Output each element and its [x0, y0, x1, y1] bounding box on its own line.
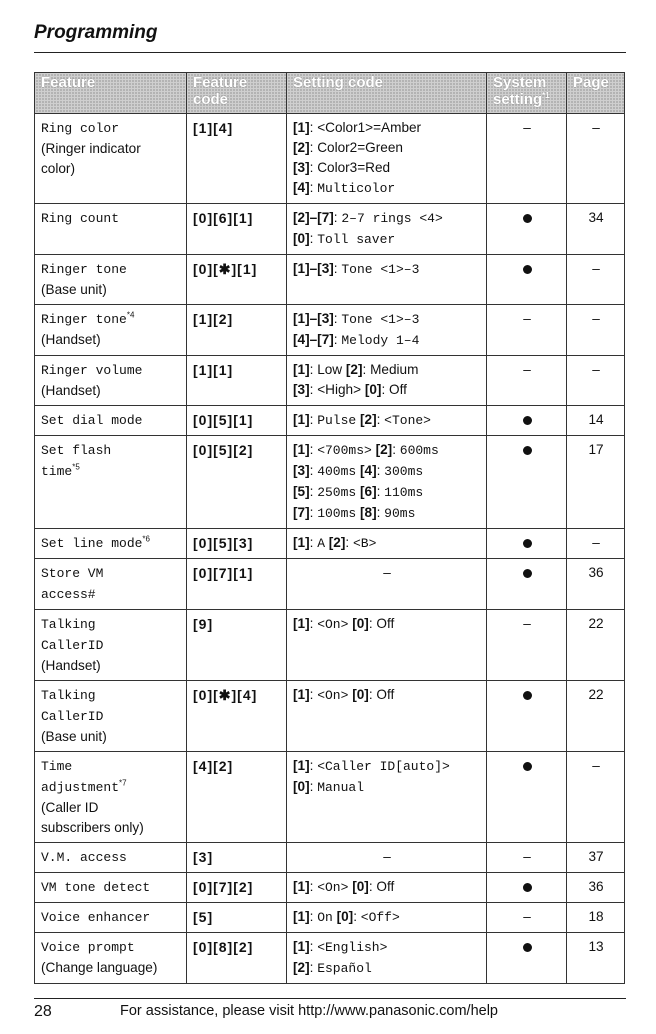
setting-value: <On>	[317, 880, 349, 895]
header-page: Page	[567, 73, 625, 114]
setting-value: 90ms	[384, 506, 416, 521]
feature-code-cell	[187, 114, 287, 204]
feature-text: Voice enhancer	[41, 910, 151, 925]
feature-text: CallerID	[41, 638, 104, 653]
setting-key: [2]	[328, 535, 346, 550]
feature-code-cell	[187, 873, 287, 903]
setting-value: <On>	[317, 617, 349, 632]
feature-text: Set flash	[41, 443, 112, 458]
setting-key: [0]	[352, 879, 369, 894]
setting-key: [2]	[345, 362, 363, 377]
setting-value: Color3=Red	[317, 160, 391, 175]
setting-value: 100ms	[317, 506, 357, 521]
feature-code: [0][7][1]	[193, 565, 254, 581]
feature-text: adjustment	[41, 780, 120, 795]
header-feature: Feature	[35, 73, 187, 114]
feature-code: [0][8][2]	[193, 939, 254, 955]
feature-text: Set dial mode	[41, 413, 143, 428]
system-setting-value: –	[523, 120, 531, 135]
setting-key: [1]	[293, 412, 310, 427]
page-ref: –	[592, 362, 600, 377]
feature-code-cell	[187, 436, 287, 529]
setting-value: <B>	[352, 536, 377, 551]
setting-value: Low	[317, 362, 343, 377]
feature-text: (Base unit)	[41, 729, 107, 744]
setting-value: Español	[317, 961, 372, 976]
feature-text: Talking	[41, 688, 96, 703]
footer-assistance-text: For assistance, please visit http://www.panasonic.com/help	[120, 1003, 498, 1019]
system-setting-value: –	[523, 616, 531, 631]
setting-key: [1]–[3]	[293, 261, 334, 276]
setting-value: 110ms	[384, 485, 424, 500]
feature-code: [0][7][2]	[193, 879, 254, 895]
system-setting-dot-icon	[523, 214, 532, 223]
setting-key: [1]	[293, 909, 310, 924]
system-setting-dot-icon	[523, 943, 532, 952]
page-ref-cell	[567, 752, 625, 843]
setting-value: <On>	[317, 688, 349, 703]
setting-key: [7]	[293, 505, 310, 520]
feature-code: [9]	[193, 616, 214, 632]
page-ref-cell	[567, 255, 625, 305]
setting-key: [4]	[293, 180, 310, 195]
page-title: Programming	[34, 22, 158, 43]
feature-cell	[35, 933, 187, 984]
feature-cell	[35, 436, 187, 529]
table-row	[35, 559, 625, 610]
setting-key: [3]	[293, 463, 310, 478]
feature-cell	[35, 114, 187, 204]
system-setting-cell	[487, 681, 567, 752]
table-row	[35, 204, 625, 255]
feature-cell	[35, 873, 187, 903]
page-ref: –	[592, 120, 600, 135]
table-row	[35, 933, 625, 984]
setting-key: [0]	[293, 779, 310, 794]
page-ref-cell	[567, 436, 625, 529]
setting-key: [8]	[359, 505, 377, 520]
system-setting-value: –	[523, 311, 531, 326]
system-setting-cell	[487, 114, 567, 204]
feature-code-cell	[187, 752, 287, 843]
system-setting-cell	[487, 873, 567, 903]
page-ref: 18	[588, 909, 604, 924]
setting-value: 400ms	[317, 464, 357, 479]
feature-text: (Handset)	[41, 383, 101, 398]
feature-text: access#	[41, 587, 96, 602]
feature-text: (Caller ID	[41, 800, 99, 815]
feature-text: VM tone detect	[41, 880, 151, 895]
table-row	[35, 114, 625, 204]
system-setting-cell	[487, 406, 567, 436]
feature-code-cell	[187, 681, 287, 752]
system-setting-dot-icon	[523, 569, 532, 578]
setting-key: [1]–[3]	[293, 311, 334, 326]
page-ref: 22	[588, 616, 604, 631]
setting-value: On	[317, 910, 333, 925]
feature-code: [0][6][1]	[193, 210, 254, 226]
feature-code-cell	[187, 204, 287, 255]
setting-code-cell: [1]: A [2]: <B>	[287, 529, 487, 559]
feature-code: [0][✱][1]	[193, 261, 258, 277]
page-ref-cell	[567, 903, 625, 933]
page-ref: 17	[588, 442, 604, 457]
setting-key: [1]	[293, 362, 310, 377]
setting-value: Medium	[370, 362, 419, 377]
table-row	[35, 752, 625, 843]
page-ref-cell	[567, 681, 625, 752]
system-setting-dot-icon	[523, 446, 532, 455]
page-ref: 22	[588, 687, 604, 702]
feature-text: Time	[41, 759, 73, 774]
feature-code-cell	[187, 356, 287, 406]
feature-code-cell	[187, 933, 287, 984]
setting-value: Toll saver	[317, 232, 396, 247]
page-ref-cell	[567, 204, 625, 255]
table-row	[35, 873, 625, 903]
setting-value: <High>	[317, 382, 362, 397]
setting-value: Color2=Green	[317, 140, 403, 155]
page-ref: 36	[588, 879, 604, 894]
feature-text: (Ringer indicator	[41, 141, 141, 156]
page-ref: 36	[588, 565, 604, 580]
page-ref-cell	[567, 114, 625, 204]
system-setting-cell	[487, 255, 567, 305]
page-ref-cell	[567, 305, 625, 356]
setting-key: [1]	[293, 879, 310, 894]
system-setting-cell	[487, 933, 567, 984]
table-row	[35, 529, 625, 559]
system-setting-dot-icon	[523, 265, 532, 274]
system-setting-dot-icon	[523, 762, 532, 771]
setting-code-cell: [1]: <700ms> [2]: 600ms [3]: 400ms [4]: 300ms [5]: 250ms [6]: 110ms [7]: 100ms [8]: 90ms	[287, 436, 487, 529]
feature-code-cell	[187, 255, 287, 305]
feature-text: (Handset)	[41, 332, 101, 347]
footer-divider	[34, 998, 626, 999]
setting-key: [3]	[293, 160, 310, 175]
setting-value: Off	[376, 687, 395, 702]
setting-key: [5]	[293, 484, 310, 499]
feature-text: subscribers only)	[41, 820, 144, 835]
table-row	[35, 610, 625, 681]
footnote-mark: *4	[126, 310, 135, 320]
feature-text: color)	[41, 161, 75, 176]
header-system-setting: System setting$^{*1}$	[487, 73, 567, 114]
setting-code-cell: [1]: <On> [0]: Off	[287, 681, 487, 752]
system-setting-cell	[487, 559, 567, 610]
setting-code-cell: [1]: On [0]: <Off>	[287, 903, 487, 933]
system-setting-value: –	[523, 362, 531, 377]
footnote-mark: *6	[142, 534, 150, 544]
feature-cell	[35, 752, 187, 843]
table-header-row	[35, 73, 625, 114]
setting-value: <Tone>	[384, 413, 431, 428]
page-ref-cell	[567, 356, 625, 406]
setting-key: [0]	[352, 687, 369, 702]
page-ref: –	[592, 261, 600, 276]
feature-code-cell	[187, 529, 287, 559]
system-setting-cell	[487, 752, 567, 843]
setting-key: [1]	[293, 535, 310, 550]
setting-value: 600ms	[399, 443, 439, 458]
system-setting-value: –	[523, 909, 531, 924]
setting-key: [4]–[7]	[293, 332, 334, 347]
footnote-mark: *7	[119, 778, 127, 788]
feature-cell	[35, 255, 187, 305]
setting-code-cell	[287, 559, 487, 610]
setting-key: [0]	[336, 909, 354, 924]
setting-value: Manual	[317, 780, 364, 795]
setting-code-cell: [1]: <On> [0]: Off	[287, 873, 487, 903]
feature-text: Ringer tone	[41, 312, 127, 327]
setting-value: Off	[376, 879, 395, 894]
system-setting-cell	[487, 204, 567, 255]
setting-key: [4]	[359, 463, 377, 478]
setting-code-cell: [1]: <Caller ID[auto]> [0]: Manual	[287, 752, 487, 843]
feature-text: Ring color	[41, 121, 120, 136]
system-setting-cell	[487, 610, 567, 681]
feature-cell	[35, 204, 187, 255]
feature-text: V.M. access	[41, 850, 127, 865]
setting-key: [3]	[293, 382, 310, 397]
feature-code: [4][2]	[193, 758, 234, 774]
setting-key: [2]	[293, 140, 310, 155]
setting-none: –	[383, 849, 391, 864]
feature-text: CallerID	[41, 709, 104, 724]
feature-code: [0][5][2]	[193, 442, 254, 458]
system-setting-dot-icon	[523, 539, 532, 548]
setting-value: Tone <1>–3	[341, 262, 420, 277]
setting-key: [0]	[293, 231, 310, 246]
feature-code-cell	[187, 406, 287, 436]
feature-code: [0][5][1]	[193, 412, 254, 428]
table-row	[35, 406, 625, 436]
feature-cell	[35, 843, 187, 873]
header-setting-code: Setting code	[287, 73, 487, 114]
setting-key: [0]	[352, 616, 369, 631]
setting-code-cell: [1]: <Color1>=Amber [2]: Color2=Green [3]: Color3=Red [4]: Multicolor	[287, 114, 487, 204]
feature-text: (Handset)	[41, 658, 101, 673]
setting-code-cell: [1]–[3]: Tone <1>–3	[287, 255, 487, 305]
feature-text: Ringer tone	[41, 262, 127, 277]
feature-cell	[35, 529, 187, 559]
feature-code: [1][1]	[193, 362, 234, 378]
page-ref: –	[592, 758, 600, 773]
system-setting-dot-icon	[523, 883, 532, 892]
feature-code: [1][2]	[193, 311, 234, 327]
page-ref-cell	[567, 406, 625, 436]
system-setting-value: –	[523, 849, 531, 864]
feature-text: (Change language)	[41, 960, 158, 975]
setting-code-cell: [1]: <English> [2]: Español	[287, 933, 487, 984]
feature-text: Store VM	[41, 566, 104, 581]
feature-code: [3]	[193, 849, 214, 865]
feature-cell	[35, 681, 187, 752]
page-ref-cell	[567, 529, 625, 559]
setting-key: [1]	[293, 758, 310, 773]
setting-key: [1]	[293, 939, 310, 954]
setting-value: <Caller ID[auto]>	[317, 759, 450, 774]
system-setting-dot-icon	[523, 691, 532, 700]
setting-value: <700ms>	[317, 443, 372, 458]
setting-value: <English>	[317, 940, 388, 955]
table-row	[35, 305, 625, 356]
feature-cell	[35, 610, 187, 681]
feature-cell	[35, 559, 187, 610]
system-setting-cell	[487, 436, 567, 529]
page-ref: 34	[588, 210, 604, 225]
setting-key: [2]	[293, 960, 310, 975]
system-setting-cell	[487, 843, 567, 873]
setting-code-cell: [1]–[3]: Tone <1>–3 [4]–[7]: Melody 1–4	[287, 305, 487, 356]
setting-code-cell: [1]: Low [2]: Medium [3]: <High> [0]: Off	[287, 356, 487, 406]
page-ref: –	[592, 311, 600, 326]
setting-key: [1]	[293, 687, 310, 702]
setting-value: <Off>	[360, 910, 400, 925]
table-row	[35, 436, 625, 529]
system-setting-cell	[487, 356, 567, 406]
feature-code-cell	[187, 903, 287, 933]
title-divider	[34, 52, 626, 53]
page-ref-cell	[567, 933, 625, 984]
page-ref-cell	[567, 559, 625, 610]
feature-text: Ring count	[41, 211, 120, 226]
page-ref: –	[592, 535, 600, 550]
table-row	[35, 681, 625, 752]
table-row	[35, 843, 625, 873]
setting-key: [1]	[293, 616, 310, 631]
setting-value: 300ms	[384, 464, 424, 479]
setting-value: <Color1>=Amber	[317, 120, 422, 135]
setting-value: Melody 1–4	[341, 333, 420, 348]
setting-key: [1]	[293, 442, 310, 457]
feature-text: Voice prompt	[41, 940, 135, 955]
feature-cell	[35, 356, 187, 406]
page-ref: 37	[588, 849, 604, 864]
feature-cell	[35, 305, 187, 356]
setting-code-cell: [1]: <On> [0]: Off	[287, 610, 487, 681]
feature-code: [0][5][3]	[193, 535, 254, 551]
setting-value: A	[317, 536, 325, 551]
feature-text: time	[41, 464, 73, 479]
setting-code-cell: [1]: Pulse [2]: <Tone>	[287, 406, 487, 436]
setting-value: Pulse	[317, 413, 357, 428]
table-row	[35, 903, 625, 933]
setting-key: [2]	[375, 442, 393, 457]
feature-code-cell	[187, 843, 287, 873]
feature-code: [5]	[193, 909, 214, 925]
setting-key: [6]	[359, 484, 377, 499]
table-row	[35, 356, 625, 406]
feature-code-cell	[187, 305, 287, 356]
setting-key: [2]	[359, 412, 377, 427]
feature-cell	[35, 903, 187, 933]
page-ref: 13	[588, 939, 604, 954]
system-setting-cell	[487, 903, 567, 933]
setting-code-cell	[287, 843, 487, 873]
page-ref-cell	[567, 873, 625, 903]
page-ref-cell	[567, 843, 625, 873]
setting-value: Off	[389, 382, 407, 397]
feature-code: [0][✱][4]	[193, 687, 258, 703]
system-setting-cell	[487, 305, 567, 356]
system-setting-dot-icon	[523, 416, 532, 425]
setting-value: Off	[376, 616, 395, 631]
setting-key: [2]–[7]	[293, 210, 334, 225]
programming-table	[34, 72, 625, 984]
feature-text: (Base unit)	[41, 282, 107, 297]
page-ref-cell	[567, 610, 625, 681]
page-ref: 14	[588, 412, 604, 427]
feature-code-cell	[187, 559, 287, 610]
setting-value: 250ms	[317, 485, 357, 500]
feature-text: Set line mode	[41, 536, 143, 551]
setting-code-cell: [2]–[7]: 2–7 rings <4> [0]: Toll saver	[287, 204, 487, 255]
feature-text: Talking	[41, 617, 96, 632]
system-setting-cell	[487, 529, 567, 559]
table-row	[35, 255, 625, 305]
header-feature-code: Feature code	[187, 73, 287, 114]
footnote-mark: *5	[72, 462, 80, 472]
feature-code-cell	[187, 610, 287, 681]
setting-value: 2–7 rings <4>	[341, 211, 443, 226]
feature-cell	[35, 406, 187, 436]
setting-none: –	[383, 565, 391, 580]
setting-value: Multicolor	[317, 181, 396, 196]
page-number: 28	[34, 1003, 52, 1020]
feature-code: [1][4]	[193, 120, 234, 136]
setting-value: Tone <1>–3	[341, 312, 420, 327]
setting-key: [1]	[293, 120, 310, 135]
setting-key: [0]	[364, 382, 382, 397]
feature-text: Ringer volume	[41, 363, 143, 378]
